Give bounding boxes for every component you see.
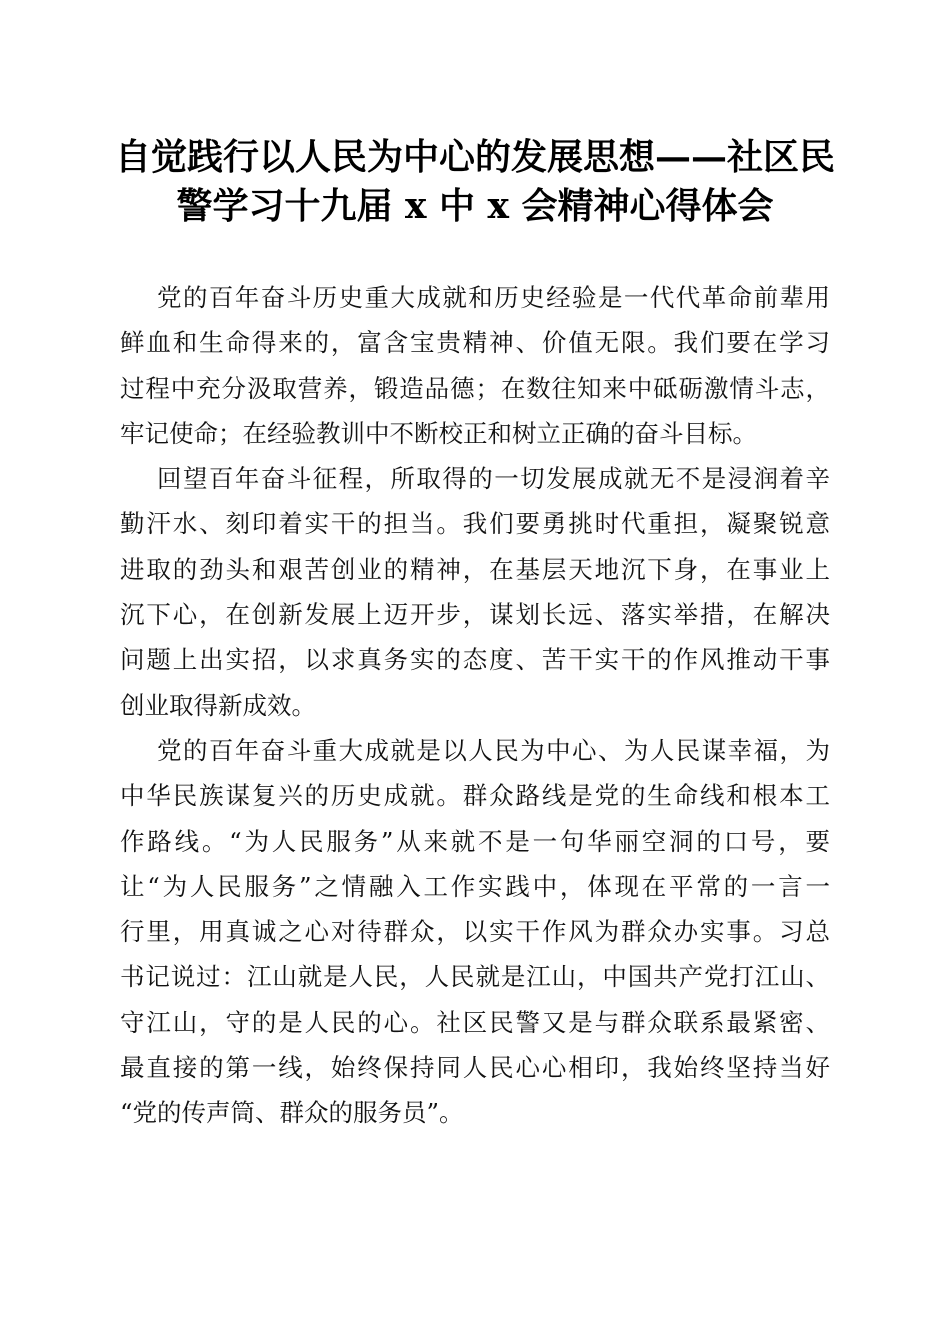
- paragraph-line: 沉下心，在创新发展上迈开步，谋划长远、落实举措，在解决: [120, 600, 830, 630]
- paragraph-line: 问题上出实招，以求真务实的态度、苦干实干的作风推动干事: [120, 645, 830, 675]
- paragraph-line: 党的百年奋斗重大成就是以人民为中心、为人民谋幸福，为: [157, 735, 830, 765]
- paragraph-line: 守江山，守的是人民的心。社区民警又是与群众联系最紧密、: [120, 1007, 830, 1037]
- paragraph-line: 让“为人民服务”之情融入工作实践中，体现在平常的一言一: [120, 871, 830, 901]
- paragraph-line: 进取的劲头和艰苦创业的精神，在基层天地沉下身，在事业上: [120, 554, 830, 584]
- paragraph-line: 中华民族谋复兴的历史成就。群众路线是党的生命线和根本工: [120, 781, 830, 811]
- paragraph-line: 行里，用真诚之心对待群众，以实干作风为群众办实事。习总: [120, 917, 830, 947]
- paragraph-line: 作路线。“为人民服务”从来就不是一句华丽空洞的口号，要: [120, 826, 830, 856]
- paragraph-line: “党的传声筒、群众的服务员”。: [120, 1098, 464, 1128]
- title-line-2: 警学习十九届 x 中 x 会精神心得体会: [176, 185, 774, 227]
- paragraph-line: 鲜血和生命得来的，富含宝贵精神、价值无限。我们要在学习: [120, 328, 830, 358]
- paragraph-line: 回望百年奋斗征程，所取得的一切发展成就无不是浸润着辛: [157, 464, 830, 494]
- paragraph-1: [120, 275, 830, 456]
- paragraph-line: 书记说过：江山就是人民，人民就是江山，中国共产党打江山、: [120, 962, 830, 992]
- paragraph-2: [120, 456, 830, 728]
- paragraph-line: 牢记使命；在经验教训中不断校正和树立正确的奋斗目标。: [120, 418, 757, 448]
- paragraph-3: [120, 728, 830, 1136]
- title-line-1: 自觉践行以人民为中心的发展思想——社区民: [114, 136, 835, 178]
- document-title: [100, 133, 850, 231]
- paragraph-line: 创业取得新成效。: [120, 690, 316, 720]
- paragraph-line: 过程中充分汲取营养，锻造品德；在数往知来中砥砺激情斗志，: [120, 373, 830, 403]
- paragraph-line: 党的百年奋斗历史重大成就和历史经验是一代代革命前辈用: [157, 283, 830, 312]
- paragraph-line: 最直接的第一线，始终保持同人民心心相印，我始终坚持当好: [120, 1053, 830, 1083]
- paragraph-line: 勤汗水、刻印着实干的担当。我们要勇挑时代重担，凝聚锐意: [120, 509, 830, 539]
- document-body: [120, 275, 830, 1136]
